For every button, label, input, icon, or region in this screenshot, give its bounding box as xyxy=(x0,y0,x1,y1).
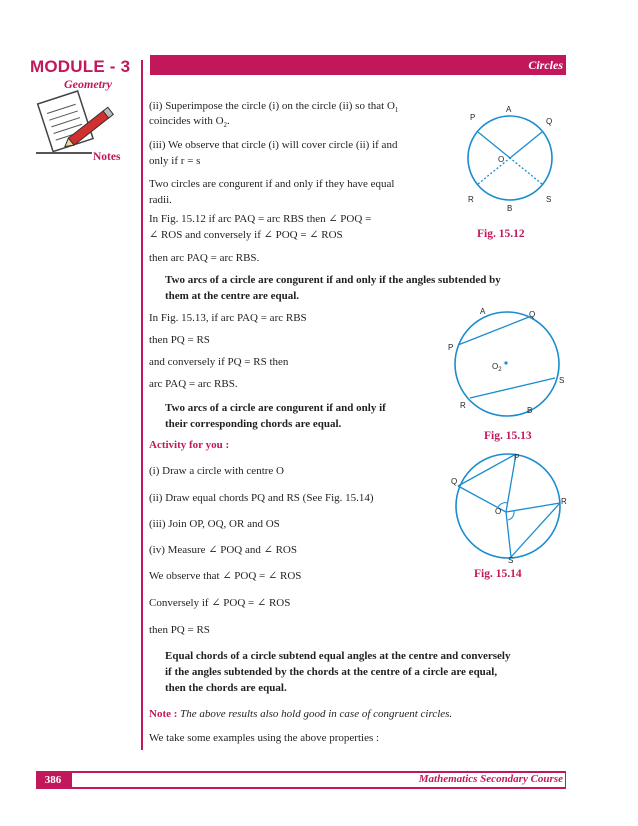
theorem-line: Two arcs of a circle are congurent if and only if xyxy=(165,402,386,414)
text-line: coincides with $O_2$. xyxy=(149,115,230,130)
theorem-line: if the angles subtended by the chords at the centre of a circle are equal, xyxy=(165,666,498,678)
text-line: In Fig. 15.12 if arc PAQ = arc RBS then ∠ POQ = xyxy=(149,213,372,225)
point-label: P xyxy=(514,453,520,462)
figure-15-14 xyxy=(448,448,568,563)
theorem-line: then the chords are equal. xyxy=(165,682,287,694)
theorem-line: their corresponding chords are equal. xyxy=(165,418,342,430)
note-label: Note : xyxy=(149,708,178,720)
text-line: Two circles are congurent if and only if they have equal xyxy=(149,178,395,190)
figure-caption: Fig. 15.13 xyxy=(484,430,532,442)
text-line: We take some examples using the above properties : xyxy=(149,732,380,744)
theorem-line: Equal chords of a circle subtend equal angles at the centre and conversely xyxy=(165,650,511,662)
point-label: P xyxy=(470,113,476,122)
point-label: R xyxy=(561,497,567,506)
text-line: (iv) Measure ∠ POQ and ∠ ROS xyxy=(149,544,297,556)
text-line: (i) Draw a circle with centre O xyxy=(149,465,284,477)
text-line: We observe that ∠ POQ = ∠ ROS xyxy=(149,570,302,582)
point-label: S xyxy=(508,556,514,563)
figure-caption: Fig. 15.14 xyxy=(474,568,522,580)
point-label: Q xyxy=(451,477,458,486)
figure-caption: Fig. 15.12 xyxy=(477,228,525,240)
figure-15-13 xyxy=(445,302,570,427)
point-label: B xyxy=(507,204,513,213)
activity-heading: Activity for you : xyxy=(149,439,230,451)
margin-rule xyxy=(141,60,143,750)
point-label: B xyxy=(527,406,533,415)
subject-label: Geometry xyxy=(64,77,112,91)
point-label: A xyxy=(506,105,512,114)
theorem-line: them at the centre are equal. xyxy=(165,290,300,302)
point-label: R xyxy=(468,195,474,204)
text-line: (ii) Superimpose the circle (i) on the circle (ii) so that $O_1$ xyxy=(149,100,399,115)
text-line: (ii) Draw equal chords PQ and RS (See Fig. 15.14) xyxy=(149,492,374,504)
text-line: ∠ ROS and conversely if ∠ POQ = ∠ ROS xyxy=(149,229,343,241)
notes-pencil-icon xyxy=(36,88,126,154)
note-text: The above results also hold good in case of congruent circles. xyxy=(180,708,453,720)
point-label: S xyxy=(559,376,565,385)
notes-label: Notes xyxy=(93,151,121,163)
text-line: In Fig. 15.13, if arc PAQ = arc RBS xyxy=(149,312,307,324)
point-label: S xyxy=(546,195,552,204)
text-line: then arc PAQ = arc RBS. xyxy=(149,252,260,264)
point-label: Q xyxy=(546,117,553,126)
text-line: (iii) We observe that circle (i) will cover circle (ii) if and xyxy=(149,139,398,151)
chapter-title: Circles xyxy=(528,58,563,72)
point-label: O xyxy=(498,155,505,164)
module-label: MODULE - 3 xyxy=(30,57,131,76)
text-line: Conversely if ∠ POQ = ∠ ROS xyxy=(149,597,291,609)
notes-divider xyxy=(36,152,92,154)
page-number: 386 xyxy=(36,771,70,789)
text-line: (iii) Join OP, OQ, OR and OS xyxy=(149,518,280,530)
figure-15-12 xyxy=(462,102,562,222)
theorem-line: Two arcs of a circle are congurent if and only if the angles subtended by xyxy=(165,274,501,286)
point-label: $O_2$ xyxy=(492,362,502,373)
point-label: O xyxy=(495,507,502,516)
course-title: Mathematics Secondary Course xyxy=(418,773,563,785)
text-line: and conversely if PQ = RS then xyxy=(149,356,289,368)
point-label: P xyxy=(448,343,454,352)
point-label: A xyxy=(480,307,486,316)
text-line: then PQ = RS xyxy=(149,334,210,346)
point-label: R xyxy=(460,401,466,410)
text-line: arc PAQ = arc RBS. xyxy=(149,378,238,390)
text-line: radii. xyxy=(149,194,172,206)
text-line: then PQ = RS xyxy=(149,624,210,636)
point-label: Q xyxy=(529,310,536,319)
header-bar xyxy=(150,55,566,75)
text-line: only if r = s xyxy=(149,155,201,167)
note-line xyxy=(149,708,452,721)
